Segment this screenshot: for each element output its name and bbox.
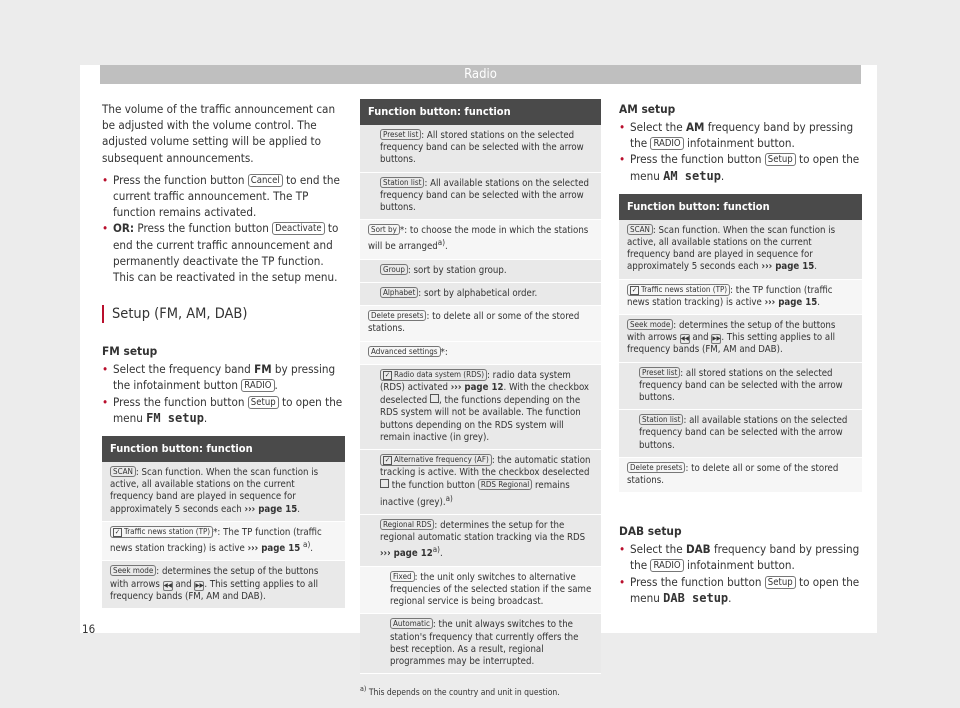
table-row: SCAN : Scan function. When the scan function is active, all available stations on the current frequency band are played in sequence for approximately 5 seconds each ››› page 15.	[619, 220, 862, 280]
radio-button[interactable]: RADIO	[650, 137, 683, 150]
cancel-button[interactable]: Cancel	[248, 174, 283, 187]
am-setup-title: AM setup	[619, 102, 676, 116]
checkbox-empty-icon	[430, 394, 439, 403]
seek-mode-button[interactable]: Seek mode	[627, 319, 673, 330]
section-heading: Setup (FM, AM, DAB)	[102, 305, 345, 323]
preset-list-button[interactable]: Preset list	[380, 129, 421, 140]
tp-button[interactable]: ✓ Traffic news station (TP)	[627, 284, 730, 296]
column-2	[360, 99, 601, 698]
table-row: Preset list : all stored stations on the selected frequency band can be selected with the arrow buttons.	[619, 363, 862, 411]
intro-paragraph: The volume of the traffic announcement can be adjusted with the volume control. The adjusted volume setting will be applied to subsequent announcements.	[102, 102, 336, 165]
prev-track-icon: ◀◀	[680, 335, 689, 343]
setup-button[interactable]: Setup	[248, 396, 279, 409]
table-row: ✓ Radio data system (RDS) : radio data system (RDS) activated ››› page 12. With the checkbox deselected , the functions depending on the RDS system will not be available. The function buttons depending on the RDS system will remain inactive (in grey).	[360, 365, 601, 450]
regional-rds-button[interactable]: Regional RDS	[380, 519, 434, 530]
delete-presets-button[interactable]: Delete presets	[627, 462, 685, 473]
bullet-deactivate: • OR: Press the function button Deactivate to end the current traffic announcement and permanently deactivate the TP function. This can be reactivated in the setup menu.	[102, 220, 345, 285]
setup-button[interactable]: Setup	[765, 153, 796, 166]
am-function-table	[619, 194, 862, 493]
table-row: Station list : All available stations on the selected frequency band can be selected with the arrow buttons.	[360, 173, 601, 221]
preset-list-button[interactable]: Preset list	[639, 367, 680, 378]
column-1	[102, 101, 345, 609]
rds-regional-button[interactable]: RDS Regional	[478, 479, 532, 490]
scan-button[interactable]: SCAN	[110, 466, 136, 477]
alphabet-button[interactable]: Alphabet	[380, 287, 418, 298]
column-3	[619, 101, 862, 606]
table-row: ✓ Traffic news station (TP) *: The TP function (traffic news station tracking) is active ››› page 15 $^{a)}$.	[102, 522, 345, 562]
advanced-settings-button[interactable]: Advanced settings	[368, 346, 441, 357]
table-row: Delete presets : to delete all or some of the stored stations.	[360, 306, 601, 341]
bullet-fm-setup: • Press the function button Setup to open the menu FM setup.	[102, 394, 345, 426]
group-button[interactable]: Group	[380, 264, 408, 275]
checkbox-checked-icon: ✓	[384, 370, 391, 379]
table-row: Regional RDS : determines the setup for the regional automatic station tracking via the RDS ››› page 12$^{a)}$.	[360, 515, 601, 567]
table-row: ✓ Traffic news station (TP) : the TP function (traffic news station tracking) is active ››› page 15.	[619, 280, 862, 315]
table-header: Function button: function	[360, 99, 601, 125]
table-row: Seek mode : determines the setup of the buttons with arrows ◀◀ and ▶▶. This setting applies to all frequency bands (FM, AM and DAB).	[619, 315, 862, 363]
page-header: Radio	[100, 65, 861, 84]
bullet-cancel: • Press the function button Cancel to end the current traffic announcement. The TP function remains activated.	[102, 172, 345, 221]
fixed-button[interactable]: Fixed	[390, 571, 415, 582]
radio-button[interactable]: RADIO	[650, 559, 683, 572]
station-list-button[interactable]: Station list	[380, 177, 424, 188]
document-page	[80, 65, 877, 699]
footnote: $^{a)}$ This depends on the country and unit in question.	[360, 684, 560, 699]
bullet-fm-select: • Select the frequency band FM by pressing the infotainment button RADIO .	[102, 361, 345, 393]
fm-function-table	[102, 436, 345, 609]
table-row: Seek mode : determines the setup of the buttons with arrows ◀◀ and ▶▶. This setting applies to all frequency bands (FM, AM and DAB).	[102, 561, 345, 609]
station-list-button[interactable]: Station list	[639, 414, 683, 425]
table-row: Delete presets : to delete all or some of the stored stations.	[619, 458, 862, 493]
radio-button[interactable]: RADIO	[241, 379, 274, 392]
table-row: Preset list : All stored stations on the selected frequency band can be selected with the arrow buttons.	[360, 125, 601, 173]
checkbox-checked-icon: ✓	[631, 285, 638, 294]
dab-setup-title: DAB setup	[619, 524, 682, 539]
table-row: Fixed : the unit only switches to alternative frequencies of the selected station if the same regional service is being broadcast.	[360, 567, 601, 615]
scan-button[interactable]: SCAN	[627, 224, 653, 235]
table-row: Station list : all available stations on the selected frequency band can be selected with the arrow buttons.	[619, 410, 862, 458]
deactivate-button[interactable]: Deactivate	[272, 222, 324, 235]
next-track-icon: ▶▶	[195, 581, 204, 589]
page-number: 16	[82, 622, 96, 636]
automatic-button[interactable]: Automatic	[390, 618, 433, 629]
table-header: Function button: function	[619, 194, 862, 220]
next-track-icon: ▶▶	[712, 335, 721, 343]
bullet-am-setup: • Press the function button Setup to open the menu AM setup.	[619, 151, 862, 183]
sort-by-button[interactable]: Sort by	[368, 224, 400, 235]
table-row: Automatic : the unit always switches to the station's frequency that currently offers the best reception. As a result, regional programmes may be interrupted.	[360, 614, 601, 674]
table-row: Group : sort by station group.	[360, 260, 601, 283]
rds-button[interactable]: ✓ Radio data system (RDS)	[380, 369, 487, 381]
delete-presets-button[interactable]: Delete presets	[368, 310, 426, 321]
checkbox-empty-icon	[380, 479, 389, 488]
fm-setup-title: FM setup	[102, 344, 158, 359]
checkbox-checked-icon: ✓	[114, 527, 121, 536]
table-row: Alphabet : sort by alphabetical order.	[360, 283, 601, 306]
seek-mode-button[interactable]: Seek mode	[110, 565, 156, 576]
bullet-dab-select: • Select the DAB frequency band by pressing the RADIO infotainment button.	[619, 541, 862, 573]
table-row: Advanced settings *:	[360, 342, 601, 365]
table-row: ✓ Alternative frequency (AF) : the automatic station tracking is active. With the checkbox deselected the function button RDS Regional remains inactive (grey).$^{a)}$	[360, 450, 601, 515]
af-button[interactable]: ✓ Alternative frequency (AF)	[380, 454, 492, 466]
bullet-dab-setup: • Press the function button Setup to open the menu DAB setup.	[619, 574, 862, 606]
bullet-am-select: • Select the AM frequency band by pressing the RADIO infotainment button.	[619, 119, 862, 151]
checkbox-checked-icon: ✓	[384, 456, 391, 465]
prev-track-icon: ◀◀	[163, 581, 172, 589]
setup-button[interactable]: Setup	[765, 576, 796, 589]
table-header: Function button: function	[102, 436, 345, 462]
table-row: Sort by *: to choose the mode in which the stations will be arranged$^{a)}$.	[360, 220, 601, 260]
table-row: SCAN : Scan function. When the scan function is active, all available stations on the current frequency band are played in sequence for approximately 5 seconds each ››› page 15.	[102, 462, 345, 522]
tp-button[interactable]: ✓ Traffic news station (TP)	[110, 526, 213, 538]
